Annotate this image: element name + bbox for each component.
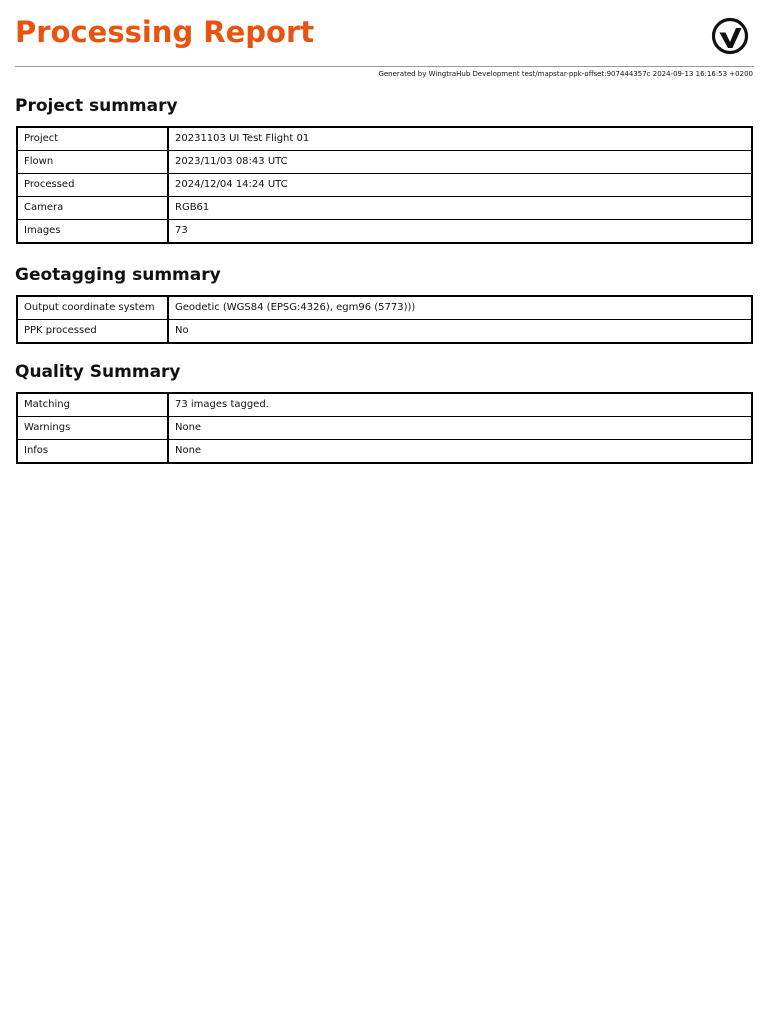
- table-row: [17, 417, 752, 440]
- project-summary-heading: Project summary: [15, 96, 178, 116]
- project-summary-table: [16, 126, 753, 244]
- row-value: None: [168, 417, 752, 440]
- row-value: No: [168, 320, 752, 344]
- table-row: [17, 393, 752, 417]
- row-value: RGB61: [168, 197, 752, 220]
- table-row: [17, 151, 752, 174]
- table-row: [17, 127, 752, 151]
- row-label: Images: [17, 220, 168, 244]
- table-row: [17, 197, 752, 220]
- row-value: None: [168, 440, 752, 464]
- row-value: 20231103 UI Test Flight 01: [168, 127, 752, 151]
- row-value: 73 images tagged.: [168, 393, 752, 417]
- table-row: [17, 440, 752, 464]
- row-label: Camera: [17, 197, 168, 220]
- table-row: [17, 320, 752, 344]
- geotagging-summary-heading: Geotagging summary: [15, 265, 221, 285]
- row-value: 73: [168, 220, 752, 244]
- row-value: Geodetic (WGS84 (EPSG:4326), egm96 (5773))): [168, 296, 752, 320]
- row-label: Processed: [17, 174, 168, 197]
- row-value: 2024/12/04 14:24 UTC: [168, 174, 752, 197]
- row-label: Warnings: [17, 417, 168, 440]
- row-value: 2023/11/03 08:43 UTC: [168, 151, 752, 174]
- table-row: [17, 220, 752, 244]
- row-label: Output coordinate system: [17, 296, 168, 320]
- header-divider: [15, 66, 754, 67]
- row-label: Project: [17, 127, 168, 151]
- table-row: [17, 174, 752, 197]
- row-label: Flown: [17, 151, 168, 174]
- generated-info: Generated by WingtraHub Development test/mapstar-ppk-offset:907444357c 2024-09-13 16:16:53 +0200: [378, 70, 753, 78]
- row-label: PPK processed: [17, 320, 168, 344]
- row-label: Infos: [17, 440, 168, 464]
- geotagging-summary-table: [16, 295, 753, 344]
- report-title: Processing Report: [15, 15, 315, 49]
- quality-summary-heading: Quality Summary: [15, 362, 181, 382]
- row-label: Matching: [17, 393, 168, 417]
- quality-summary-table: [16, 392, 753, 464]
- wingtra-logo-icon: [711, 17, 749, 55]
- table-row: [17, 296, 752, 320]
